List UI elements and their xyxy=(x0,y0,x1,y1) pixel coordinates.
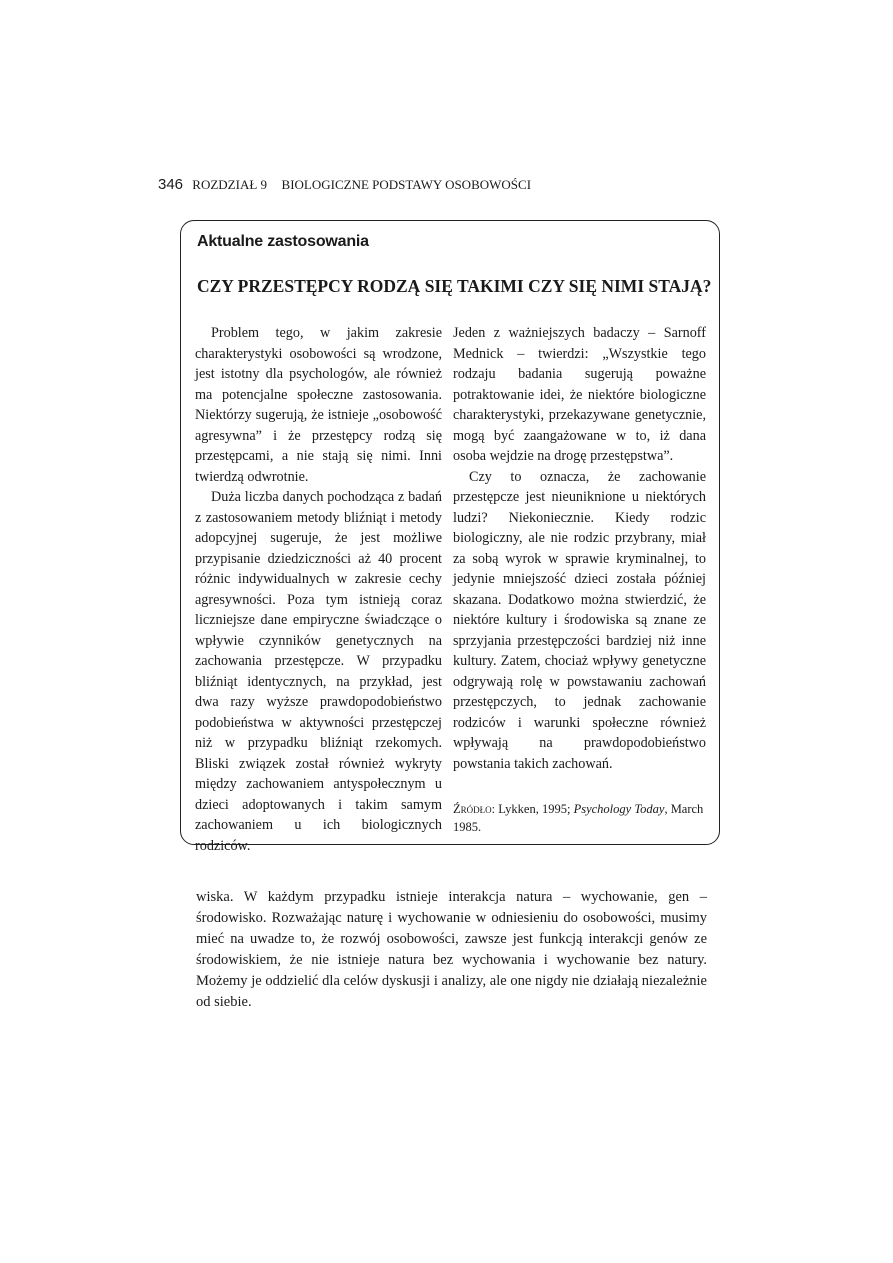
source-journal: Psychology Today xyxy=(573,802,665,816)
source-date: , March 1985. xyxy=(453,802,704,834)
box-left-column xyxy=(195,323,442,856)
source-text: Lykken, 1995; xyxy=(495,802,574,816)
chapter-label: ROZDZIAŁ 9 xyxy=(192,177,268,192)
box-category-label: Aktualne zastosowania xyxy=(197,233,369,250)
chapter-title: BIOLOGICZNE PODSTAWY OSOBOWOŚCI xyxy=(281,177,532,192)
running-header xyxy=(158,176,531,193)
box-right-column xyxy=(453,323,706,774)
main-body-text xyxy=(196,887,707,1013)
box-paragraph: Problem tego, w jakim zakresie charakterystyki osobowości są wrodzone, jest istotny dla psychologów, ale również ma potencjalne społeczne zastosowania. Niektórzy sugerują, że istnieje „osobowość agresywna” i że przestępcy rodzą się przestępcami, a nie stają się nimi. Inni twierdzą odwrotnie. xyxy=(195,325,442,485)
page-number: 346 xyxy=(158,176,184,193)
box-paragraph: Duża liczba danych pochodząca z badań z zastosowaniem metody bliźniąt i metody adopcyjnej sugeruje, że jest możliwe przypisanie dziedziczności aż 40 procent różnic indywidualnych w zakresie cechy agresywności. Poza tym istnieją coraz liczniejsze dane empiryczne świadczące o wpływie czynników genetycznych na zachowania przestępcze. W przypadku bliźniąt identycznych, na przykład, jest dwa razy wyższe prawdopodobieństwo podobieństwa w aktywności przestępczej niż w przypadku bliźniąt rzekomych. Bliski związek został również wykryty między zachowaniem antyspołecznym u dzieci adoptowanych i takim samym zachowaniem u ich biologicznych rodziców. xyxy=(195,489,442,854)
source-citation xyxy=(453,800,706,836)
box-paragraph: Jeden z ważniejszych badaczy – Sarnoff Mednick – twierdzi: „Wszystkie tego rodzaju badania sugerują poważne potraktowanie idei, że niektóre biologiczne charakterystyki, przekazywane genetycznie, mogą być zaangażowane w to, iż dana osoba wejdzie na drogę przestępstwa”. xyxy=(453,325,706,464)
body-paragraph: wiska. W każdym przypadku istnieje interakcja natura – wychowanie, gen – środowisko. Rozważając naturę i wychowanie w odniesieniu do osobowości, musimy mieć na uwadze to, że rozwój osobowości, zawsze jest funkcją interakcji genów ze środowiskiem, że nie istnieje natura bez wychowania i wychowanie bez natury. Możemy je oddzielić dla celów dyskusji i analizy, ale one nigdy nie działają niezależnie od siebie. xyxy=(196,889,707,1010)
source-label: Źródło: xyxy=(453,802,496,816)
box-title: CZY PRZESTĘPCY RODZĄ SIĘ TAKIMI CZY SIĘ NIMI STAJĄ? xyxy=(197,276,712,296)
box-paragraph: Czy to oznacza, że zachowanie przestępcze jest nieuniknione u niektórych ludzi? Niekoniecznie. Kiedy rodzic biologiczny, ale nie rodzic przybrany, miał za sobą wyrok w sprawie kryminalnej, to jedynie mniejszość dzieci została później skazana. Dodatkowo można stwierdzić, że niektóre kultury i środowiska są znane ze sprzyjania przestępczości bardziej niż inne kultury. Zatem, chociaż wpływy genetyczne odgrywają rolę w powstawaniu zachowań przestępczych, to jednak zachowanie rodziców i warunki społeczne również wpływają na prawdopodobieństwo powstania takich zachowań. xyxy=(453,468,706,772)
